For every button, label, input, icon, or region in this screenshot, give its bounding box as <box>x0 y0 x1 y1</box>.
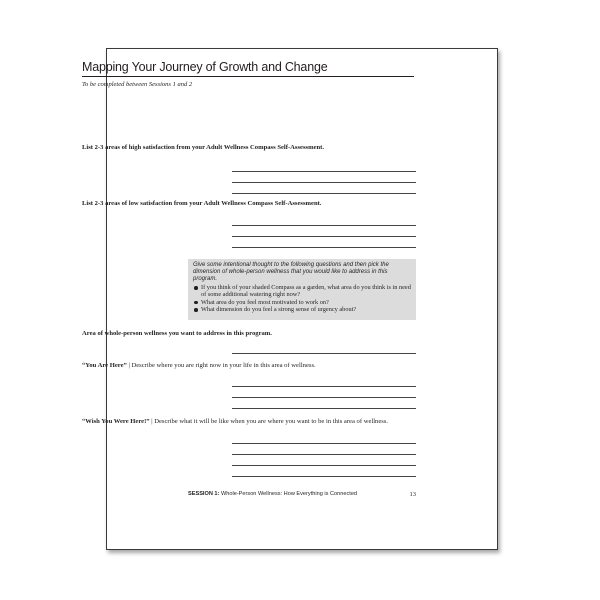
bullet-icon <box>194 308 198 312</box>
page-subtitle: To be completed between Sessions 1 and 2 <box>82 81 193 88</box>
you-are-here-label: “You Are Here” <box>82 362 127 369</box>
separator: | <box>151 418 153 425</box>
here-answer-line-2[interactable] <box>232 397 416 398</box>
page-title: Mapping Your Journey of Growth and Change <box>82 60 414 77</box>
bullet-icon <box>194 301 198 305</box>
page-number: 13 <box>409 491 416 498</box>
callout-bullet <box>193 299 411 306</box>
callout-bullet <box>193 284 411 299</box>
area-prompt: Area of whole-person wellness you want to address in this program. <box>82 330 272 337</box>
wish-answer-line-4[interactable] <box>232 476 416 477</box>
low-answer-line-3[interactable] <box>232 247 416 248</box>
high-answer-line-3[interactable] <box>232 193 416 194</box>
high-answer-line-2[interactable] <box>232 182 416 183</box>
bullet-text: What area do you feel most motivated to work on? <box>201 298 329 306</box>
separator: | <box>128 362 130 369</box>
low-answer-line-2[interactable] <box>232 236 416 237</box>
footer-session-label: SESSION 1: <box>188 491 220 497</box>
page-footer <box>188 491 416 498</box>
wish-you-were-here-prompt <box>82 418 415 426</box>
here-answer-line-3[interactable] <box>232 408 416 409</box>
callout-intro: Give some intentional thought to the following questions and then pick the dimension of whole-person wellness that you would like to address in this program. <box>193 262 389 282</box>
high-satisfaction-prompt: List 2-3 areas of high satisfaction from your Adult Wellness Compass Self-Assessment. <box>82 144 325 151</box>
footer-session-title: Whole-Person Wellness: How Everything is Connected <box>220 491 358 497</box>
high-answer-line-1[interactable] <box>232 171 416 172</box>
area-answer-line[interactable] <box>232 353 416 354</box>
reflection-callout <box>188 259 416 320</box>
bullet-icon <box>194 286 198 290</box>
footer-session <box>188 491 357 498</box>
you-are-here-text: Describe where you are right now in your life in this area of wellness. <box>131 362 316 369</box>
wish-text: Describe what it will be like when you are where you want to be in this area of wellness. <box>154 418 389 425</box>
low-satisfaction-prompt: List 2-3 areas of low satisfaction from your Adult Wellness Compass Self-Assessment. <box>82 200 322 207</box>
callout-bullet-list <box>193 284 411 314</box>
low-answer-line-1[interactable] <box>232 225 416 226</box>
bullet-text: If you think of your shaded Compass as a garden, what area do you think is in need of some additional watering right now? <box>201 284 411 299</box>
wish-answer-line-2[interactable] <box>232 454 416 455</box>
you-are-here-prompt <box>82 362 415 370</box>
callout-bullet <box>193 306 411 313</box>
here-answer-line-1[interactable] <box>232 386 416 387</box>
wish-answer-line-1[interactable] <box>232 443 416 444</box>
wish-label: “Wish You Were Here!” <box>82 418 150 425</box>
bullet-text: What dimension do you feel a strong sense of urgency about? <box>201 306 357 314</box>
wish-answer-line-3[interactable] <box>232 465 416 466</box>
